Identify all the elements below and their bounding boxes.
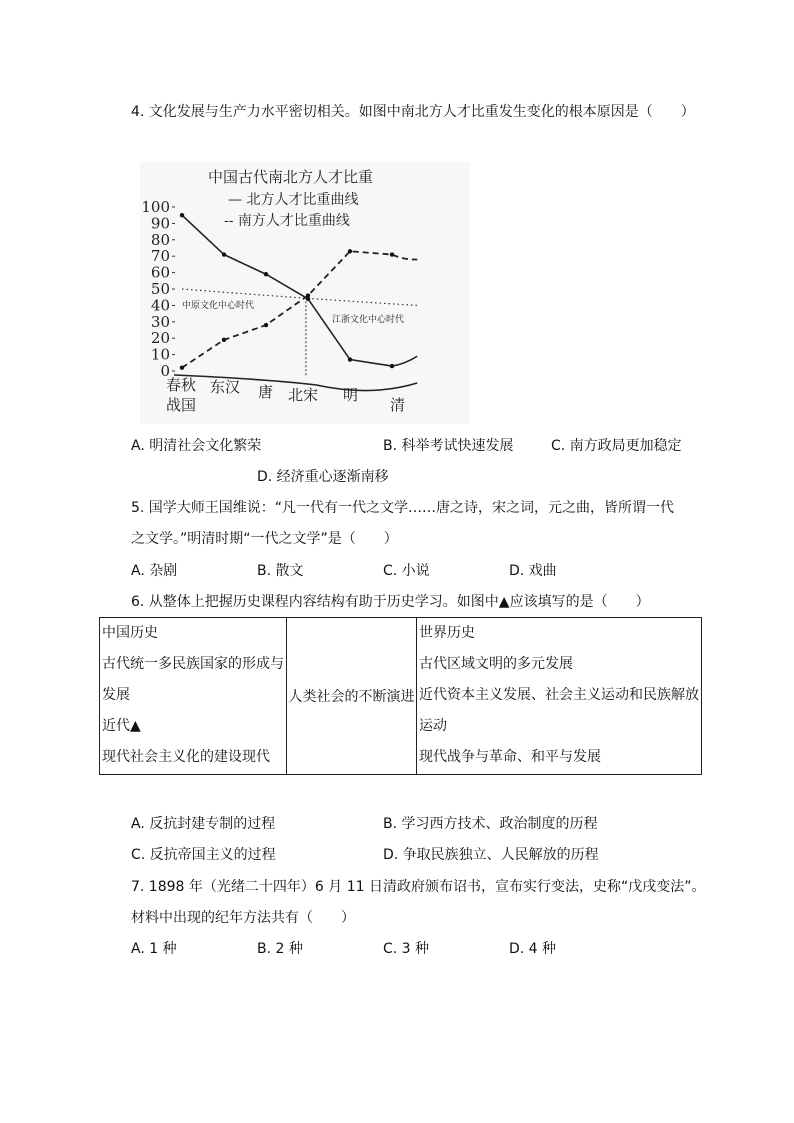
q4-stem: 4. 文化发展与生产力水平密切相关。如图中南北方人才比重发生变化的根本原因是（ ）: [131, 104, 695, 120]
q7-option-d[interactable]: D. 4 种: [509, 941, 557, 957]
y-tick-label: 70: [150, 247, 170, 266]
q6-option-a[interactable]: A. 反抗封建专制的过程: [131, 816, 276, 832]
q7-stem-line1: 7. 1898 年（光绪二十四年）6 月 11 日清政府颁布诏书，宣布实行变法，史称“戊戌变法”。: [131, 879, 706, 895]
q5-option-b[interactable]: B. 散文: [257, 563, 304, 579]
q6-option-d[interactable]: D. 争取民族独立、人民解放的历程: [383, 847, 599, 863]
north-data-point: [348, 357, 352, 361]
y-tick-label: 100: [141, 198, 170, 216]
y-tick-label: 60: [150, 263, 170, 282]
south-data-point: [180, 366, 184, 370]
q5-option-c[interactable]: C. 小说: [383, 563, 430, 579]
q4-option-d[interactable]: D. 经济重心逐渐南移: [257, 469, 389, 485]
table-right-line: 近代资本主义发展、社会主义运动和民族解放: [419, 687, 699, 703]
y-tick-label: 80: [150, 230, 170, 249]
south-data-point: [264, 323, 268, 327]
table-middle-cell: 人类社会的不断演进: [287, 618, 417, 775]
south-data-point: [348, 249, 352, 253]
north-data-point: [180, 213, 184, 217]
q6-option-c[interactable]: C. 反抗帝国主义的过程: [131, 847, 276, 863]
south-data-point: [222, 338, 226, 342]
table-left-line: 中国历史: [102, 625, 158, 641]
table-left-line: 发展: [102, 687, 130, 703]
chinese-history-cell: [100, 618, 287, 775]
talent-chart: [140, 162, 470, 424]
x-label-zhanguo: 战国: [166, 396, 197, 414]
world-history-cell: [417, 618, 702, 775]
x-label-beisong: 北宋: [288, 386, 319, 404]
x-label-qing: 清: [390, 396, 406, 414]
q5-stem-line1: 5. 国学大师王国维说：“凡一代有一代之文学……唐之诗，宋之词，元之曲，皆所谓一代: [131, 500, 675, 516]
q7-option-b[interactable]: B. 2 种: [257, 941, 303, 957]
q7-stem-line2: 材料中出现的纪年方法共有（ ）: [131, 910, 355, 926]
south-data-point: [306, 293, 310, 297]
y-tick-label: 30: [150, 312, 170, 331]
north-data-point: [222, 252, 226, 256]
curriculum-structure-table: [99, 617, 702, 775]
chart-title: 中国古代南北方人才比重: [208, 168, 374, 186]
annotation-south-era: 江浙文化中心时代: [332, 315, 405, 325]
x-label-chunqiu: 春秋: [166, 376, 197, 394]
table-left-line: 近代▲: [102, 718, 141, 734]
legend-south: -- 南方人才比重曲线: [224, 213, 350, 229]
south-data-point: [390, 252, 394, 256]
q6-stem: 6. 从整体上把握历史课程内容结构有助于历史学习。如图中▲应该填写的是（ ）: [131, 594, 650, 610]
table-right-line: 现代战争与革命、和平与发展: [419, 749, 601, 765]
q4-option-a[interactable]: A. 明清社会文化繁荣: [131, 438, 262, 454]
q5-stem-line2: 之文学。”明清时期“一代之文学”是（ ）: [131, 531, 398, 547]
legend-north: — 北方人才比重曲线: [228, 192, 359, 208]
table-left-line: 古代统一多民族国家的形成与: [102, 656, 284, 672]
y-tick-label: 40: [150, 296, 170, 315]
x-label-tang: 唐: [258, 383, 274, 401]
y-tick-label: 90: [150, 214, 170, 233]
q4-option-c[interactable]: C. 南方政局更加稳定: [551, 438, 682, 454]
table-right-line: 古代区域文明的多元发展: [419, 656, 573, 672]
q5-option-d[interactable]: D. 戏曲: [509, 563, 557, 579]
table-right-line: 运动: [419, 718, 447, 734]
annotation-north-era: 中原文化中心时代: [182, 301, 255, 311]
table-right-line: 世界历史: [419, 625, 475, 641]
q6-option-b[interactable]: B. 学习西方技术、政治制度的历程: [383, 816, 598, 832]
y-tick-label: 0: [160, 362, 170, 380]
y-tick-label: 50: [150, 280, 170, 298]
talent-line-chart: [140, 162, 470, 424]
table-left-line: 现代社会主义化的建设现代: [102, 749, 270, 765]
y-tick-label: 10: [150, 345, 170, 364]
q7-option-c[interactable]: C. 3 种: [383, 941, 430, 957]
q5-option-a[interactable]: A. 杂剧: [131, 563, 178, 579]
y-tick-label: 20: [150, 329, 170, 348]
x-label-ming: 明: [343, 386, 359, 404]
q4-option-b[interactable]: B. 科举考试快速发展: [383, 438, 514, 454]
north-data-point: [390, 364, 394, 368]
north-data-point: [264, 272, 268, 276]
q7-option-a[interactable]: A. 1 种: [131, 941, 177, 957]
x-label-donghan: 东汉: [210, 378, 241, 396]
